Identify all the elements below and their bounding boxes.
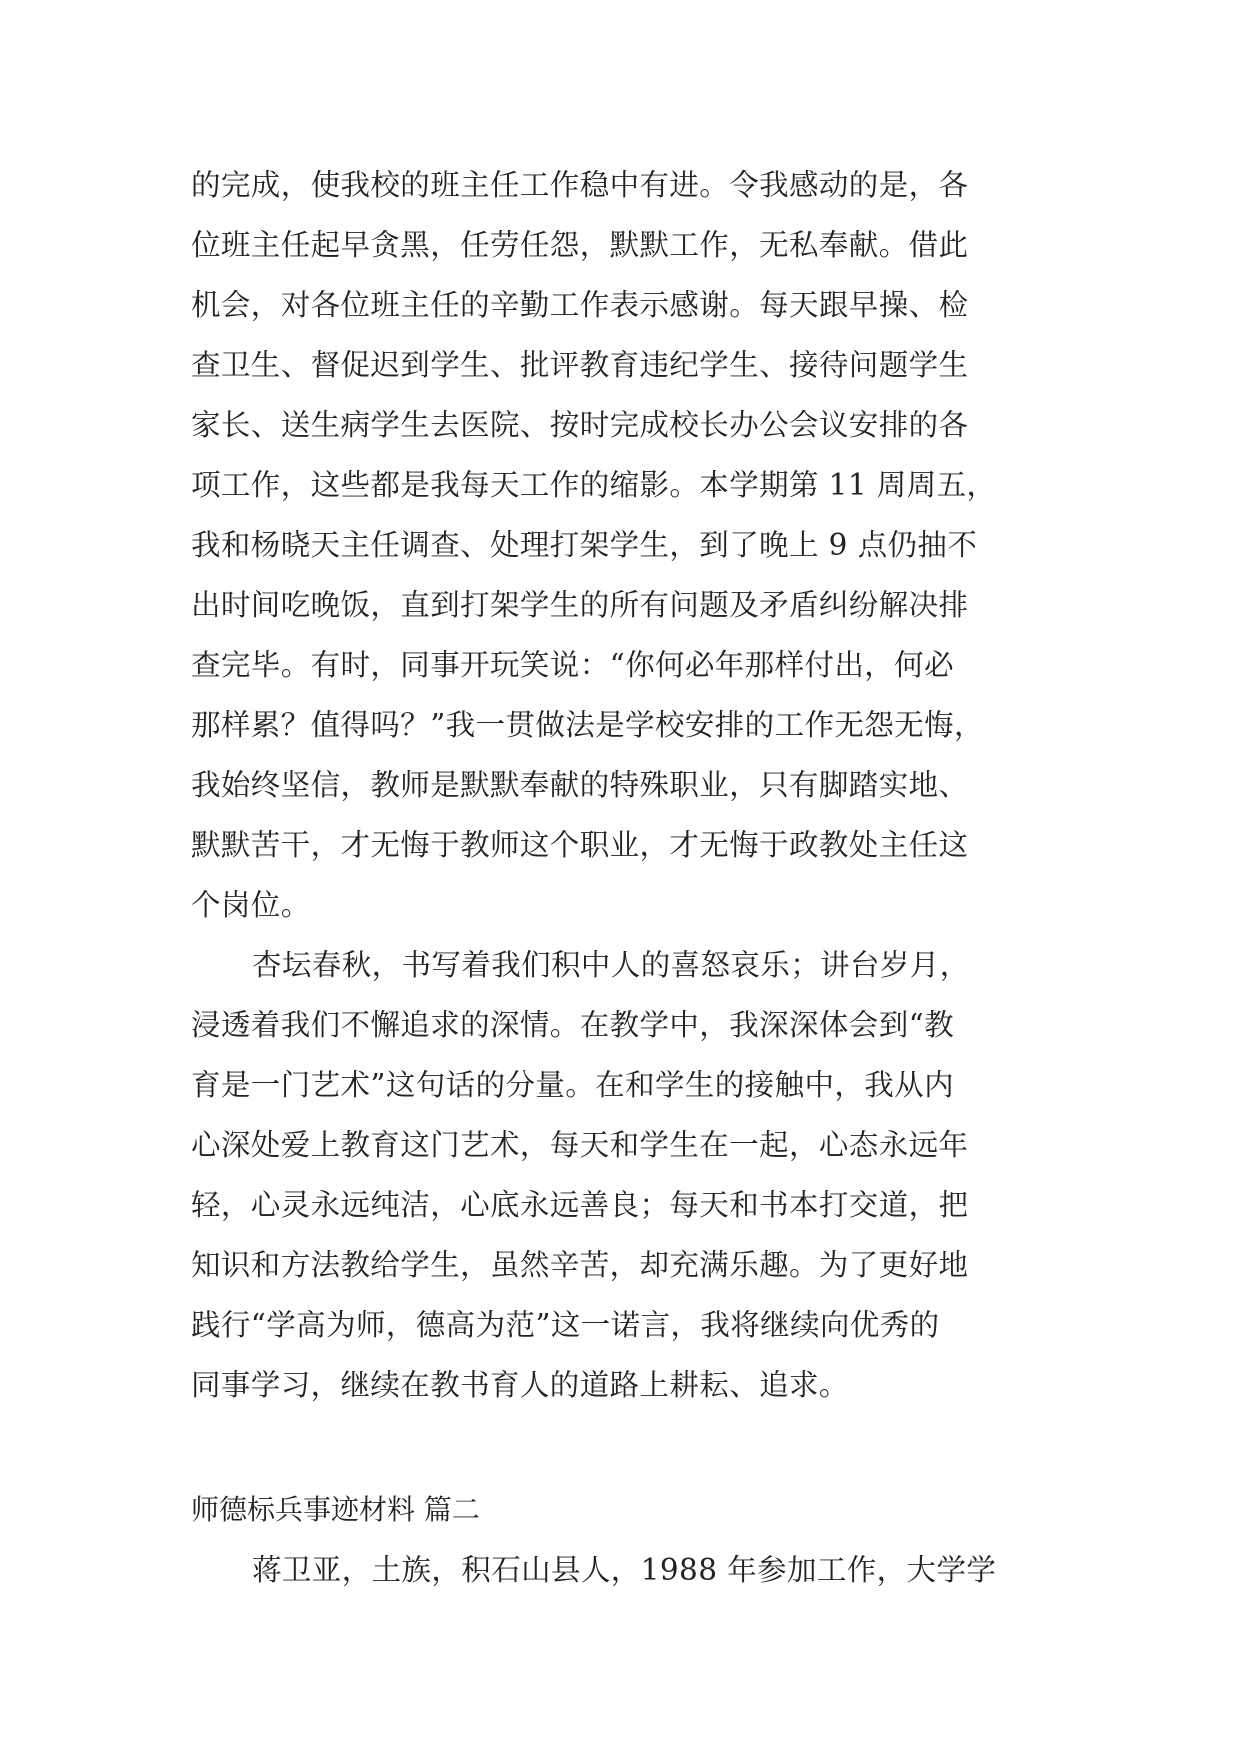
paragraph-2-line: 浸透着我们不懈追求的深情。在教学中，我深深体会到“教: [191, 1008, 954, 1042]
paragraph-1-line: 我始终坚信，教师是默默奉献的特殊职业，只有脚踏实地、: [191, 768, 969, 802]
paragraph-1-line: 的完成，使我校的班主任工作稳中有进。令我感动的是，各: [191, 168, 969, 202]
paragraph-2-line: 育是一门艺术”这句话的分量。在和学生的接触中，我从内: [191, 1068, 954, 1102]
paragraph-1-line: 出时间吃晚饭，直到打架学生的所有问题及矛盾纠纷解决排: [191, 588, 969, 622]
paragraph-1-line: 查卫生、督促迟到学生、批评教育违纪学生、接待问题学生: [191, 348, 969, 382]
paragraph-1-line: 家长、送生病学生去医院、按时完成校长办公会议安排的各: [191, 408, 969, 442]
paragraph-2-line: 同事学习，继续在教书育人的道路上耕耘、追求。: [191, 1368, 849, 1402]
paragraph-1-line: 默默苦干，才无悔于教师这个职业，才无悔于政教处主任这: [191, 828, 969, 862]
paragraph-2-line: 心深处爱上教育这门艺术，每天和学生在一起，心态永远年: [191, 1128, 969, 1162]
paragraph-1-line: 机会，对各位班主任的辛勤工作表示感谢。每天跟早操、检: [191, 288, 969, 322]
paragraph-1-line: 项工作，这些都是我每天工作的缩影。本学期第 11 周周五，: [191, 468, 997, 502]
paragraph-1-line: 那样累？值得吗？”我一贯做法是学校安排的工作无怨无悔，: [191, 708, 984, 742]
paragraph-2-line: 知识和方法教给学生，虽然辛苦，却充满乐趣。为了更好地: [191, 1248, 969, 1282]
section-heading: 师德标兵事迹材料 篇二: [191, 1493, 480, 1526]
paragraph-2-line: 杏坛春秋，书写着我们积中人的喜怒哀乐；讲台岁月，: [252, 948, 970, 982]
paragraph-3-line: 蒋卫亚，土族，积石山县人，1988 年参加工作，大学学: [252, 1553, 997, 1587]
paragraph-1-line: 我和杨晓天主任调查、处理打架学生，到了晚上 9 点仍抽不: [191, 528, 978, 562]
paragraph-1-line: 查完毕。有时，同事开玩笑说：“你何必年那样付出，何必: [191, 648, 954, 682]
paragraph-2-line: 轻，心灵永远纯洁，心底永远善良；每天和书本打交道，把: [191, 1188, 969, 1222]
paragraph-2-line: 践行“学高为师，德高为范”这一诺言，我将继续向优秀的: [191, 1308, 940, 1342]
paragraph-1-line: 个岗位。: [191, 888, 311, 922]
paragraph-1-line: 位班主任起早贪黑，任劳任怨，默默工作，无私奉献。借此: [191, 228, 969, 262]
